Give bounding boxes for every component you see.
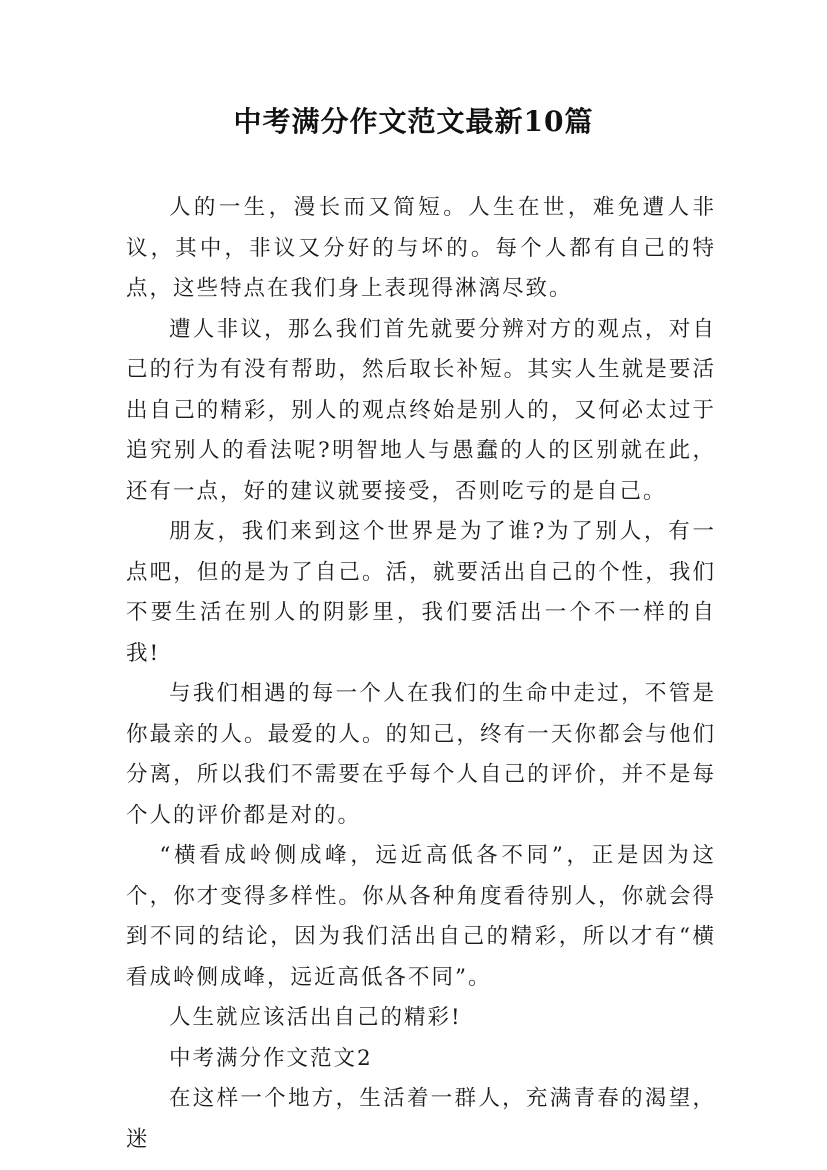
section-heading: 中考满分作文范文2: [169, 1045, 373, 1071]
paragraph: “横看成岭侧成峰，远近高低各不同”，正是因为这个，你才变得多样性。你从各种角度看待别人，你就会得到不同的结论，因为我们活出自己的精彩，所以才有“横看成岭侧成峰，远近高低各不同”。: [126, 843, 716, 990]
document-body: [126, 188, 716, 1160]
paragraph: 朋友，我们来到这个世界是为了谁?为了别人，有一点吧，但的是为了自己。活，就要活出自己的个性，我们不要生活在别人的阴影里，我们要活出一个不一样的自我!: [126, 519, 716, 666]
document-title: 中考满分作文范文最新10篇: [233, 105, 594, 138]
paragraph: 遭人非议，那么我们首先就要分辨对方的观点，对自己的行为有没有帮助，然后取长补短。其实人生就是要活出自己的精彩，别人的观点终始是别人的，又何必太过于追究别人的看法呢?明智地人与愚蠢的人的区别就在此，还有一点，好的建议就要接受，否则吃亏的是自己。: [126, 316, 716, 504]
paragraph: 人生就应该活出自己的精彩!: [169, 1005, 462, 1030]
paragraph: 与我们相遇的每一个人在我们的生命中走过，不管是你最亲的人。最爱的人。的知己，终有一天你都会与他们分离，所以我们不需要在乎每个人自己的评价，并不是每个人的评价都是对的。: [126, 681, 716, 828]
paragraph: 在这样一个地方，生活着一群人，充满青春的渴望，迷: [126, 1086, 716, 1152]
paragraph: 人的一生，漫长而又简短。人生在世，难免遭人非议，其中，非议又分好的与坏的。每个人都有自己的特点，这些特点在我们身上表现得淋漓尽致。: [126, 195, 716, 301]
